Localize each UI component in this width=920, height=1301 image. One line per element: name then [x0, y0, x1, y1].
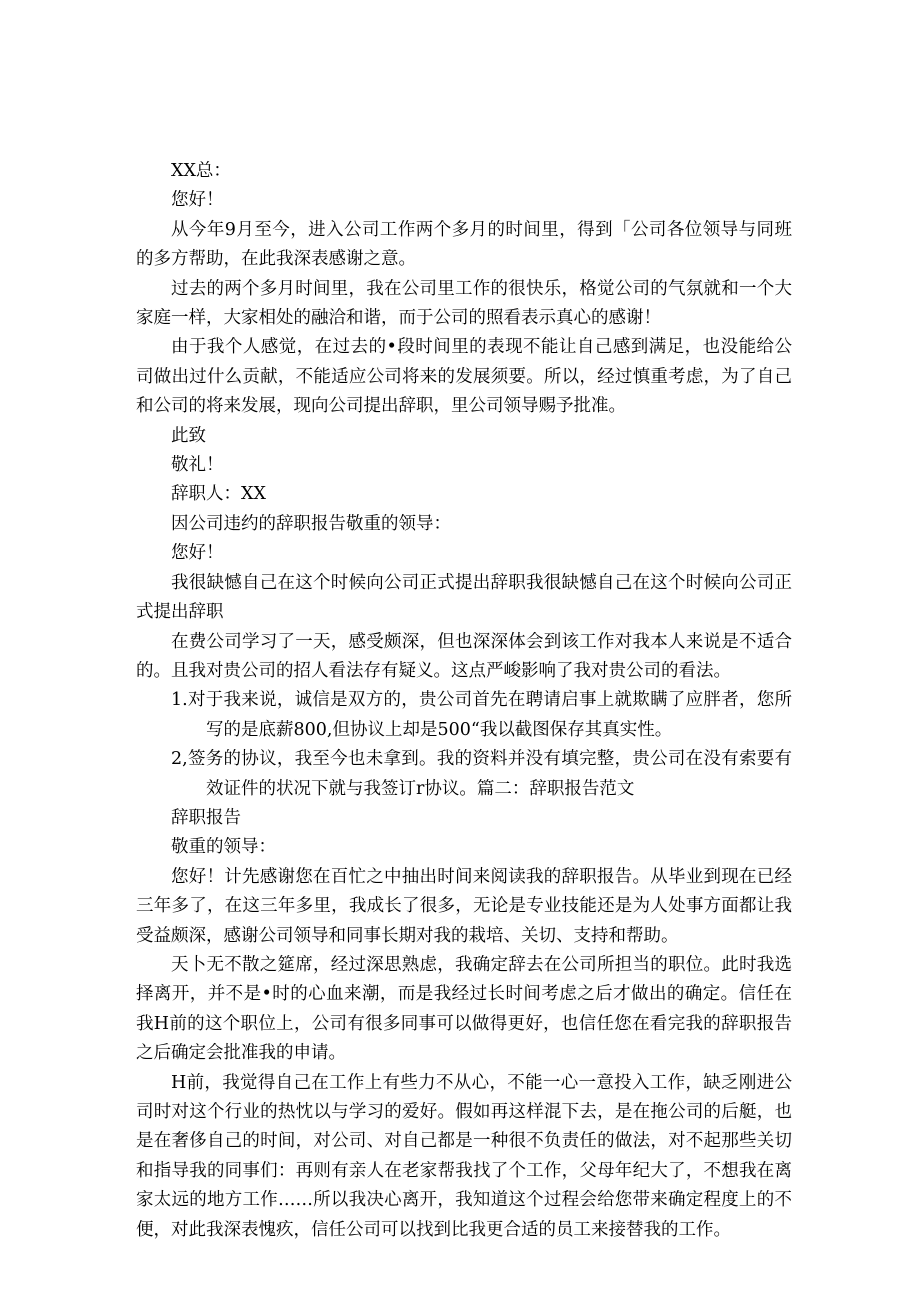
greeting: 您好！	[171, 190, 224, 211]
section-heading: 辞职报告	[171, 807, 241, 828]
section-heading: 因公司违约的辞职报告敬重的领导：	[171, 513, 451, 534]
closing-line: 敬礼！	[171, 455, 224, 476]
body-paragraph: 由于我个人感觉，在过去的•段时间里的表现不能让自己感到满足，也没能给公司做出过什么贡献，不能适应公司将来的发展须要。所以，经过慎重考虑，为了自己和公司的将来发展，现向公司提出辞职，里公司领导赐予批准。	[136, 337, 792, 417]
signature-line: 辞职人：XX	[171, 484, 266, 505]
body-paragraph: H前，我觉得自己在工作上有些力不从心，不能一心一意投入工作，缺乏刚进公司时对这个行业的热忱以与学习的爱好。假如再这样混下去，是在拖公司的后艇，也是在奢侈自己的时间，对公司、对自己都是一种很不负责任的做法，对不起那些关切和指导我的同事们：再则有亲人在老家帮我找了个工作，父母年纪大了，不想我在离家太远的地方工作……所以我决心离开，我知道这个过程会给您带来确定程度上的不便，对此我深表愧疚，信任公司可以找到比我更合适的员工来接替我的工作。	[136, 1072, 792, 1240]
list-item: 1.对于我来说，诚信是双方的，贵公司首先在聘请启事上就欺瞒了应胖者，您所写的是底薪800,但协议上却是500“我以截图保存其真实性。	[171, 690, 792, 740]
salutation: 敬重的领导：	[171, 837, 276, 858]
body-paragraph: 从今年9月至今，进入公司工作两个多月的时间里，得到「公司各位领导与同班的多方帮助，在此我深表感谢之意。	[136, 219, 792, 270]
document-page	[136, 157, 792, 1245]
body-paragraph: 过去的两个多月时间里，我在公司里工作的很快乐，格觉公司的气氛就和一个大家庭一样，大家相处的融洽和谐，而于公司的照看表示真心的感谢！	[136, 278, 792, 329]
closing-line: 此致	[171, 425, 206, 446]
greeting: 您好！	[171, 543, 224, 564]
body-paragraph: 您好！计先感谢您在百忙之中抽出时间来阅读我的辞职报告。从毕业到现在已经三年多了，在这三年多里，我成长了很多，无论是专业技能还是为人处事方面都让我受益颇深，感谢公司领导和同事长期对我的栽培、关切、支持和帮助。	[136, 866, 792, 946]
body-paragraph: 天卜无不散之筵席，经过深思熟虑，我确定辞去在公司所担当的职位。此时我选择离开，并不是•时的心血来潮，而是我经过长时间考虑之后才做出的确定。信任在我H前的这个职位上，公司有很多同事可以做得更好，也信任您在看完我的辞职报告之后确定会批准我的申请。	[136, 954, 792, 1064]
list-item: 2,签务的协议，我至今也未拿到。我的资料并没有填完整，贵公司在没有索要有效证件的状况下就与我签订r协议。篇二：辞职报告范文	[171, 749, 792, 799]
salutation: XX总：	[171, 161, 231, 181]
body-paragraph: 我很缺憾自己在这个时候向公司正式提出辞职我很缺憾自己在这个时候向公司正式提出辞职	[136, 572, 792, 623]
body-paragraph: 在费公司学习了一天，感受颇深，但也深深体会到该工作对我本人来说是不适合的。且我对贵公司的招人看法存有疑义。这点严峻影响了我对贵公司的看法。	[136, 631, 792, 681]
